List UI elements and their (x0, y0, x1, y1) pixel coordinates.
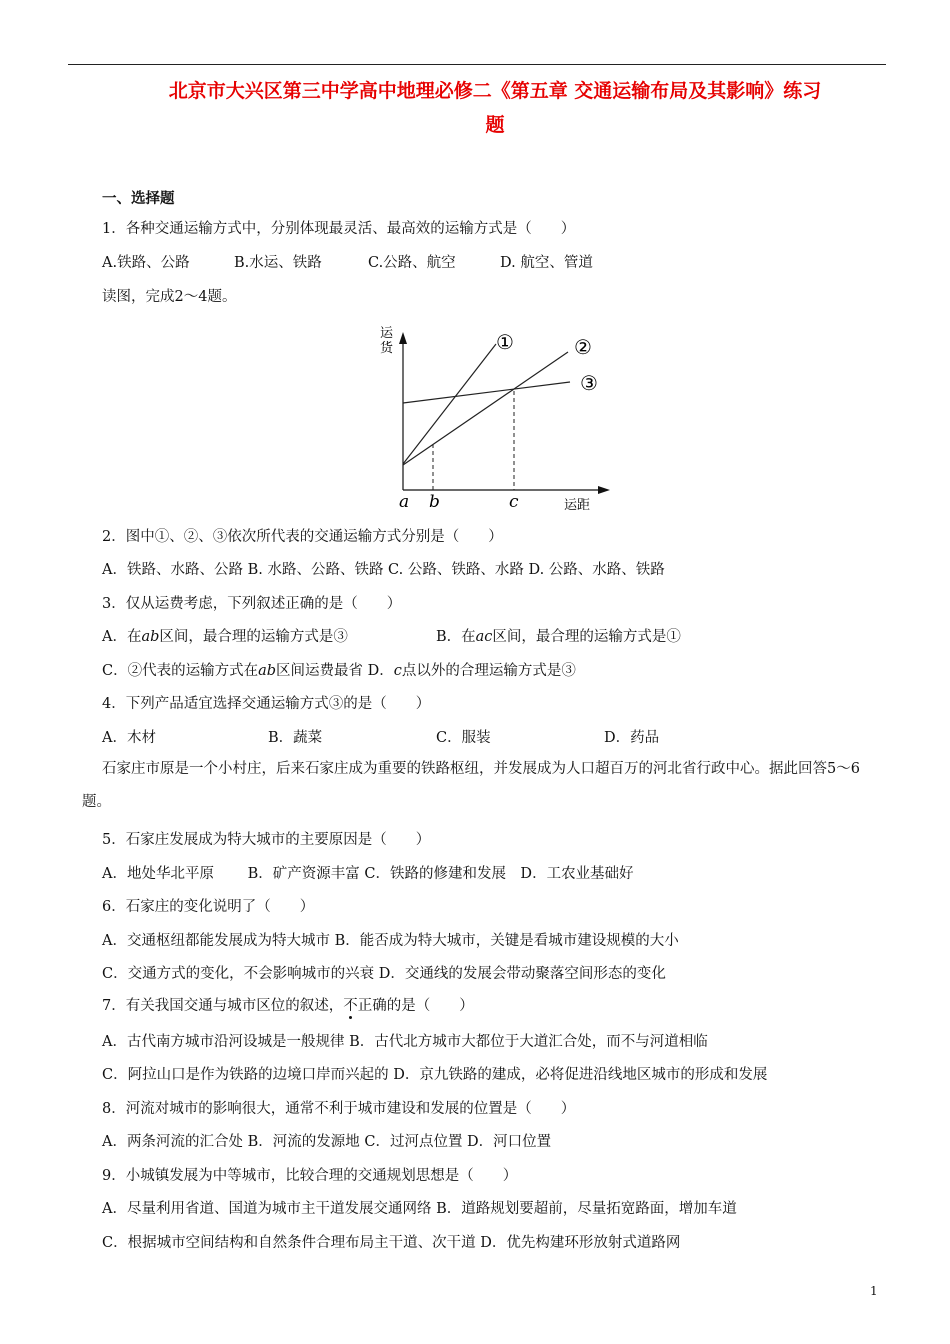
q3-option-a: A．在ab区间，最合理的运输方式是③ (102, 629, 348, 645)
question-4-options (102, 728, 802, 748)
series-line-1 (403, 344, 496, 464)
point-label-a: a (399, 492, 410, 512)
question-5-options: A．地处华北平原 B．矿产资源丰富 C．铁路的修建和发展 D．工农业基础好 (102, 866, 634, 882)
series-label-3: ③ (580, 371, 598, 395)
question-1-stem: 1．各种交通运输方式中，分别体现最灵活、最高效的运输方式是（ ） (102, 221, 576, 237)
question-9-options-cd: C．根据城市空间结构和自然条件合理布局主干道、次干道 D．优先构建环形放射式道路网 (102, 1235, 681, 1251)
point-label-b: b (429, 492, 440, 512)
question-9-stem: 9．小城镇发展为中等城市，比较合理的交通规划思想是（ ） (102, 1168, 518, 1184)
question-3-options-ab (102, 627, 802, 647)
q4-option-c: C．服装 (436, 730, 491, 746)
y-axis-label-1: 运 (380, 326, 394, 341)
q3-option-b: B．在ac区间，最合理的运输方式是① (436, 629, 681, 645)
y-axis-label (380, 326, 394, 356)
q1-option-c: C.公路、航空 (368, 255, 456, 271)
question-2-options: A．铁路、水路、公路 B. 水路、公路、铁路 C. 公路、铁路、水路 D. 公路、水路、铁路 (102, 562, 665, 578)
point-label-c: c (509, 492, 519, 512)
question-9-options-ab: A．尽量利用省道、国道为城市主干道发展交通网络 B．道路规划要超前，尽量拓宽路面，增加车道 (102, 1201, 737, 1217)
question-1-options (102, 253, 802, 273)
q4-option-b: B．蔬菜 (268, 730, 323, 746)
page-number: 1 (870, 1284, 878, 1298)
title-line-1: 北京市大兴区第三中学高中地理必修二《第五章 交通运输布局及其影响》练习 (168, 80, 822, 102)
intro-2-4: 读图，完成2～4题。 (102, 289, 237, 305)
passage-5-6: 石家庄市原是一个小村庄，后来石家庄成为重要的铁路枢纽，并发展成为人口超百万的河北省行政中心。据此回答5～6题。 (82, 761, 860, 810)
series-label-2: ② (574, 335, 592, 359)
question-6-options-cd: C．交通方式的变化，不会影响城市的兴衰 D．交通线的发展会带动聚落空间形态的变化 (102, 966, 666, 982)
q4-option-d: D．药品 (604, 730, 660, 746)
question-7-options-ab: A．古代南方城市沿河设城是一般规律 B．古代北方城市大都位于大道汇合处，而不与河道相临 (102, 1034, 708, 1050)
question-8-options: A．两条河流的汇合处 B．河流的发源地 C．过河点位置 D．河口位置 (102, 1134, 552, 1150)
emphasis-not: 不 (343, 998, 358, 1014)
section-heading: 一、选择题 (102, 191, 175, 207)
question-8-stem: 8．河流对城市的影响很大，通常不利于城市建设和发展的位置是（ ） (102, 1101, 576, 1117)
question-5-stem: 5．石家庄发展成为特大城市的主要原因是（ ） (102, 832, 431, 848)
header-rule (68, 64, 886, 65)
freight-cost-chart (370, 322, 620, 518)
series-label-1: ① (496, 330, 514, 354)
x-axis-arrow (598, 486, 610, 494)
question-6-stem: 6．石家庄的变化说明了（ ） (102, 899, 315, 915)
question-3-options-cd: C．②代表的运输方式在ab区间运费最省 D．c点以外的合理运输方式是③ (102, 663, 576, 679)
question-6-options-ab: A．交通枢纽都能发展成为特大城市 B．能否成为特大城市，关键是看城市建设规模的大小 (102, 933, 679, 949)
series-line-2 (403, 352, 568, 465)
q1-option-d: D. 航空、管道 (500, 255, 593, 271)
question-3-stem: 3．仅从运费考虑，下列叙述正确的是（ ） (102, 596, 402, 612)
question-4-stem: 4．下列产品适宜选择交通运输方式③的是（ ） (102, 696, 431, 712)
y-axis-arrow (399, 332, 407, 344)
y-axis-label-2: 货 (380, 341, 394, 356)
q4-option-a: A．木材 (102, 730, 156, 746)
question-7-options-cd: C．阿拉山口是作为铁路的边境口岸而兴起的 D．京九铁路的建成，必将促进沿线地区城市的形成和发展 (102, 1067, 768, 1083)
series-line-3 (403, 382, 570, 403)
page-title (100, 74, 890, 142)
title-line-2: 题 (485, 114, 505, 136)
question-7-stem: 7．有关我国交通与城市区位的叙述，不正确的是（ ） (102, 998, 474, 1014)
q1-option-a: A.铁路、公路 (102, 255, 190, 271)
q1-option-b: B.水运、铁路 (234, 255, 322, 271)
question-2-stem: 2．图中①、②、③依次所代表的交通运输方式分别是（ ） (102, 529, 503, 545)
x-axis-label: 运距 (564, 498, 591, 513)
